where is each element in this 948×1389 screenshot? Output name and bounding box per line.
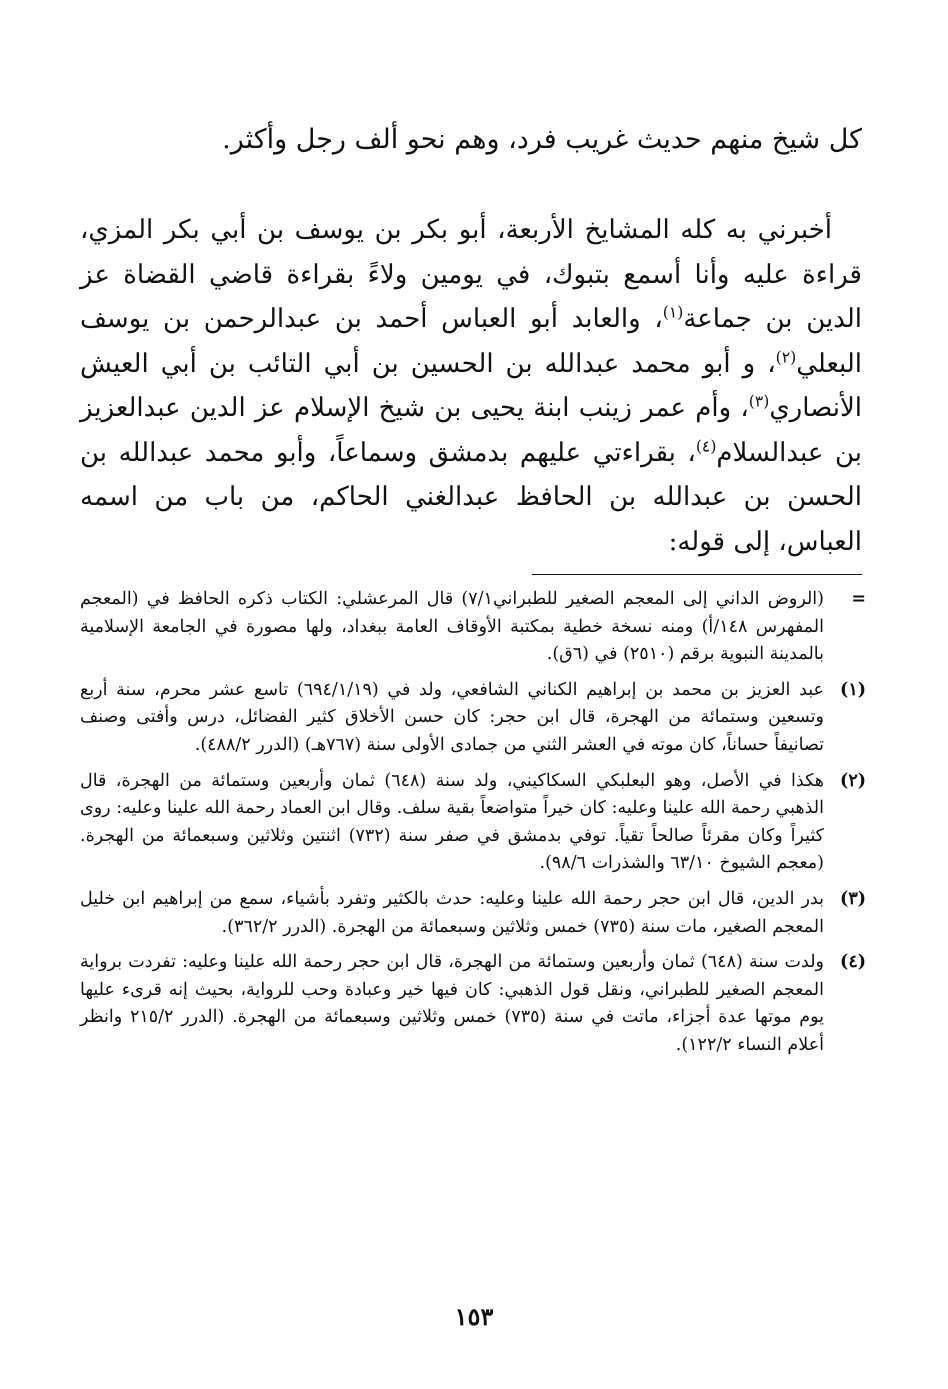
body-part-3: ، و أبو محمد عبدالله بن الحسين بن أبي التائب بن أبي العيش الأنصاري xyxy=(80,348,862,423)
footnote-marker: (١) xyxy=(840,679,866,700)
footnote-ref-2[interactable]: (٢) xyxy=(775,347,797,366)
footnote-ref-4[interactable]: (٤) xyxy=(695,436,717,455)
top-paragraph xyxy=(80,118,862,162)
body-paragraph xyxy=(80,208,862,564)
page-number: ١٥٣ xyxy=(454,1302,494,1331)
footnote-text: (الروض الداني إلى المعجم الصغير للطبراني٧/١) قال المرعشلي: الكتاب ذكره الحافظ في (المعجم المفهرس ١٤٨/أ) ومنه نسخة خطية بمكتبة الأوقاف العامة ببغداد، ولها مصورة في الجامعة الإسلامية بالمدينة النبوية برقم (٢٥١٠) في (٦ق). xyxy=(80,589,824,665)
footnote-text: عبد العزيز بن محمد بن إبراهيم الكناني الشافعي، ولد في (٦٩٤/١/١٩) تاسع عشر محرم، سنة أربع وتسعين وستمائة من الهجرة، قال ابن حجر: كان حسن الأخلاق كثير الفضائل، درس وأفتى وصنف تصانيفاً حساناً، كان موته في العشر الثني من جمادى الأولى سنة (٧٦٧هـ) (الدرر ٤٨٨/٢). xyxy=(80,679,824,755)
body-part-1: أخبرني به كله المشايخ الأربعة، أبو بكر بن يوسف بن أبي بكر المزي، قراءة عليه وأنا أسمع بتبوك، في يومين ولاءً بقراءة قاضي القضاة عز الدين بن جماعة xyxy=(80,215,863,334)
footnote-marker: (٣) xyxy=(840,888,866,909)
footnote-text: ولدت سنة (٦٤٨) ثمان وأربعين وستمائة من الهجرة، قال ابن حجر رحمة الله علينا وعليه: تفردت برواية المعجم الصغير للطبراني، ونقل قول الذهبي: كان فيها خير وعبادة وحب للرواية، بحيث إنه قرىء عليها يوم موتها عدة أجزاء، ماتت في سنة (٧٣٥) خمس وثلاثين وسبعمائة من الهجرة. (الدرر ٢١٥/٢ وانظر أعلام النساء ١٢٢/٢). xyxy=(80,952,824,1055)
footnote-marker: = xyxy=(851,589,866,609)
footnote-continuation xyxy=(80,586,866,669)
body-part-5: ، بقراءتي عليهم بدمشق وسماعاً، وأبو محمد عبدالله بن الحسن بن عبدالله بن الحافظ عبدالغني الحاكم، من باب من اسمه العباس، إلى قوله: xyxy=(80,437,862,557)
footnote-ref-3[interactable]: (٣) xyxy=(748,392,770,411)
body-paragraph-text xyxy=(80,208,862,564)
footnote-marker: (٤) xyxy=(840,952,866,973)
footnote-marker: (٢) xyxy=(840,770,866,791)
footnote-ref-1[interactable]: (١) xyxy=(662,303,684,322)
footnote-4 xyxy=(80,949,866,1059)
top-paragraph-text: كل شيخ منهم حديث غريب فرد، وهم نحو ألف رجل وأكثر. xyxy=(222,124,862,155)
footnote-text: هكذا في الأصل، وهو البعلبكي السكاكيني، ولد سنة (٦٤٨) ثمان وأربعين وستمائة من الهجرة، قال الذهبي رحمة الله علينا وعليه: كان خيراً متواضعاً بقية سلف. وقال ابن العماد رحمة الله علينا وعليه: روى كثيراً وكان مقرئاً صالحاً تقياً. توفي بدمشق في صفر سنة (٧٣٢) اثنتين وثلاثين وسبعمائة من الهجرة. (معجم الشيوخ ٦٣/١٠ والشذرات ٩٨/٦). xyxy=(80,770,824,874)
footnote-3 xyxy=(80,886,866,941)
footnote-separator xyxy=(532,574,862,575)
body-part-2: ، والعابد أبو العباس أحمد بن عبدالرحمن بن يوسف البعلي xyxy=(80,304,862,379)
footnote-text: بدر الدين، قال ابن حجر رحمة الله علينا وعليه: حدث بالكثير وتفرد بأشياء، سمع من إبراهيم ابن خليل المعجم الصغير، مات سنة (٧٣٥) خمس وثلاثين وسبعمائة من الهجرة. (الدرر ٣٦٢/٢). xyxy=(80,888,824,937)
footnote-2 xyxy=(80,768,866,878)
footnotes xyxy=(80,586,866,1068)
body-part-4: ، وأم عمر زينب ابنة يحيى بن شيخ الإسلام عز الدين عبدالعزيز بن عبدالسلام xyxy=(80,393,862,468)
footnote-1 xyxy=(80,677,866,760)
